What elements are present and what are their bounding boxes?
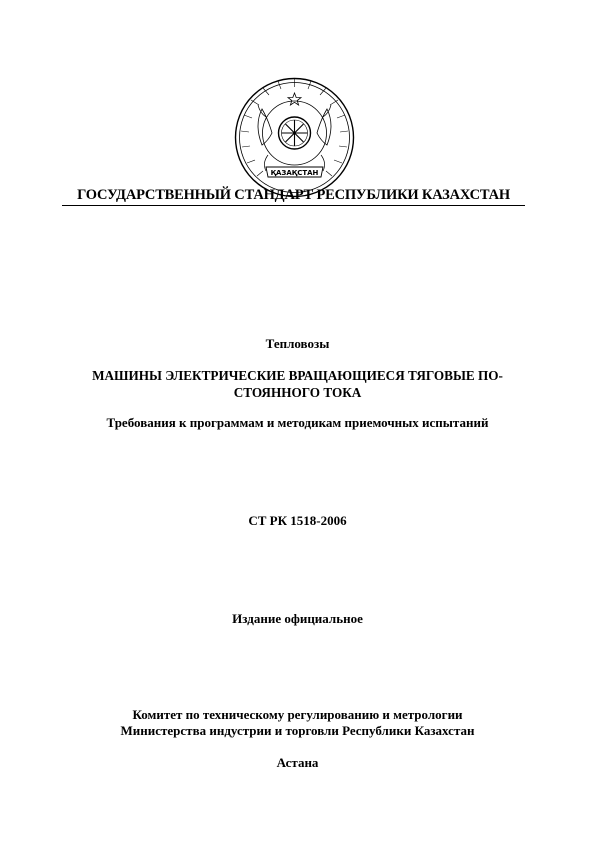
standard-series-title: ГОСУДАРСТВЕННЫЙ СТАНДАРТ РЕСПУБЛИКИ КАЗАХСТАН bbox=[77, 187, 510, 203]
publication-city: Астана bbox=[276, 755, 319, 770]
document-subtitle: Требования к программам и методикам приемочных испытаний bbox=[106, 415, 489, 430]
publisher-line-1: Комитет по техническому регулированию и метрологии bbox=[132, 707, 463, 722]
svg-text:ҚАЗАҚСТАН: ҚАЗАҚСТАН bbox=[270, 169, 319, 177]
header-divider bbox=[62, 205, 525, 206]
publisher-line-2: Министерства индустрии и торговли Республики Казахстан bbox=[120, 723, 475, 738]
document-title-line-2: СТОЯННОГО ТОКА bbox=[233, 385, 362, 400]
document-title-line-1: МАШИНЫ ЭЛЕКТРИЧЕСКИЕ ВРАЩАЮЩИЕСЯ ТЯГОВЫЕ ПО- bbox=[92, 368, 503, 383]
kazakhstan-state-emblem-icon bbox=[232, 75, 357, 200]
standard-designation: СТ РК 1518-2006 bbox=[248, 513, 347, 528]
edition-note: Издание официальное bbox=[232, 611, 363, 626]
product-category: Тепловозы bbox=[265, 336, 330, 351]
